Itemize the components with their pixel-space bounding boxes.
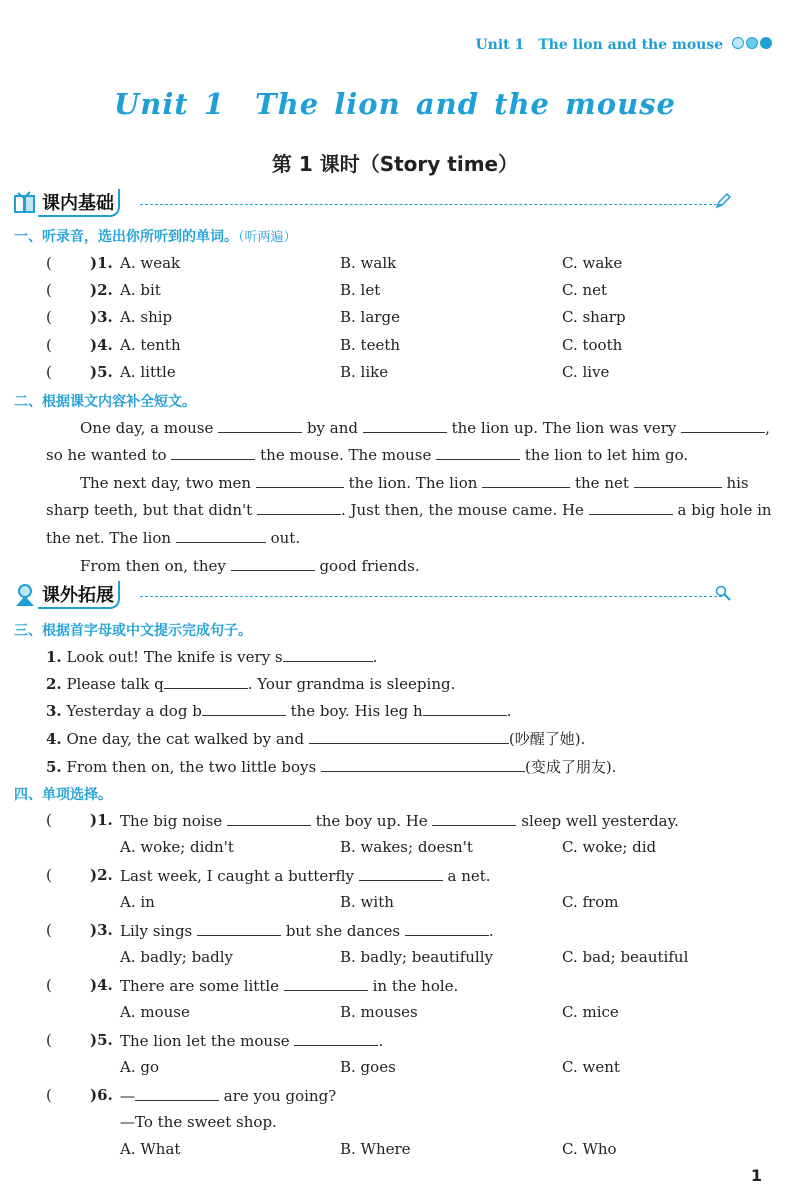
answer-paren: ( — [46, 976, 52, 994]
item-number: )2. — [90, 866, 113, 884]
item-number: )4. — [90, 976, 113, 994]
sentence-item — [46, 701, 776, 720]
item-number: )1. — [90, 254, 113, 272]
fill-blank[interactable] — [164, 674, 248, 689]
sentence-text: Please talk q — [66, 675, 164, 693]
fill-blank[interactable] — [294, 1031, 378, 1046]
options-row — [0, 1003, 790, 1025]
fill-blank[interactable] — [284, 976, 368, 991]
fill-blank[interactable] — [405, 921, 489, 936]
item-number: 5. — [46, 758, 62, 776]
list-item — [0, 281, 790, 303]
option-a: A. tenth — [120, 336, 181, 354]
option-c: C. live — [562, 363, 610, 381]
option-a: A. go — [120, 1058, 160, 1076]
question-part: The lion let the mouse — [120, 1032, 290, 1050]
question-part: sleep well yesterday. — [521, 812, 679, 830]
passage-text: the net. The lion — [46, 529, 172, 547]
option-b: B. Where — [340, 1140, 411, 1158]
option-a: A. What — [120, 1140, 181, 1158]
option-b: B. badly; beautifully — [340, 948, 493, 966]
fill-blank[interactable] — [231, 556, 315, 571]
answer-paren: ( — [46, 254, 52, 272]
item-number: 3. — [46, 702, 62, 720]
question-part: The big noise — [120, 812, 223, 830]
question-part: — — [120, 1087, 135, 1105]
item-number: 2. — [46, 675, 62, 693]
fill-blank[interactable] — [197, 921, 281, 936]
banner-in-class-label: 课内基础 — [38, 189, 120, 217]
options-row — [0, 893, 790, 915]
sentence-text: From then on, the two little boys — [66, 758, 317, 776]
fill-blank[interactable] — [257, 500, 341, 515]
option-a: A. in — [120, 893, 155, 911]
passage-text: One day, a mouse — [80, 419, 214, 437]
fill-blank[interactable] — [359, 866, 443, 881]
option-a: A. ship — [120, 308, 173, 326]
list-item — [0, 254, 790, 276]
sentence-text: One day, the cat walked by and — [66, 730, 305, 748]
item-number: 4. — [46, 730, 62, 748]
question-part: but she dances — [285, 922, 401, 940]
fill-blank[interactable] — [309, 729, 509, 744]
passage-text: so he wanted to — [46, 446, 167, 464]
option-a: A. woke; didn't — [120, 838, 234, 856]
section2-heading: 二、根据课文内容补全短文。 — [14, 394, 196, 410]
option-b: B. goes — [340, 1058, 396, 1076]
fill-blank[interactable] — [171, 445, 255, 460]
question-part: Last week, I caught a butterfly — [120, 867, 354, 885]
question-part: a net. — [447, 867, 491, 885]
option-c: C. sharp — [562, 308, 626, 326]
passage-line — [46, 500, 776, 519]
answer-paren: ( — [46, 811, 52, 829]
sentence-text: . — [372, 648, 378, 666]
item-number: )2. — [90, 281, 113, 299]
fill-blank[interactable] — [432, 811, 516, 826]
answer-paren: ( — [46, 1086, 52, 1104]
option-b: B. large — [340, 308, 400, 326]
option-a: A. bit — [120, 281, 161, 299]
fill-blank[interactable] — [135, 1086, 219, 1101]
item-number: 1. — [46, 648, 62, 666]
answer-paren: ( — [46, 308, 52, 326]
option-a: A. badly; badly — [120, 948, 234, 966]
fill-blank[interactable] — [227, 811, 311, 826]
fill-blank[interactable] — [634, 473, 722, 488]
options-row — [0, 1140, 790, 1162]
passage-text: good friends. — [319, 557, 420, 575]
pencil-icon — [714, 192, 732, 210]
passage-text: the lion up. The lion was very — [451, 419, 677, 437]
question-part: are you going? — [223, 1087, 337, 1105]
fill-blank[interactable] — [256, 473, 344, 488]
answer-paren: ( — [46, 921, 52, 939]
option-c: C. woke; did — [562, 838, 657, 856]
question-part: . — [378, 1032, 384, 1050]
option-c: C. wake — [562, 254, 623, 272]
question-part: There are some little — [120, 977, 280, 995]
explorer-icon — [12, 582, 38, 608]
option-a: A. weak — [120, 254, 181, 272]
dialogue-reply: —To the sweet shop. — [120, 1113, 277, 1131]
fill-blank[interactable] — [176, 528, 266, 543]
fill-blank[interactable] — [681, 418, 765, 433]
header-dots-icon — [730, 37, 772, 53]
option-b: B. teeth — [340, 336, 401, 354]
running-header-text: Unit 1 The lion and the mouse — [475, 37, 724, 53]
fill-blank[interactable] — [436, 445, 520, 460]
option-c: C. from — [562, 893, 619, 911]
question-item — [0, 921, 790, 943]
passage-text: the mouse. The mouse — [260, 446, 432, 464]
item-number: )4. — [90, 336, 113, 354]
banner-extension-label: 课外拓展 — [38, 581, 120, 609]
sentence-item — [46, 647, 776, 666]
option-b: B. like — [340, 363, 389, 381]
answer-paren: ( — [46, 866, 52, 884]
item-number: )3. — [90, 921, 113, 939]
sentence-text: Look out! The knife is very s — [66, 648, 283, 666]
running-header — [475, 34, 772, 54]
answer-paren: ( — [46, 1031, 52, 1049]
passage-text: the lion. The lion — [348, 474, 478, 492]
question-part: in the hole. — [372, 977, 459, 995]
question-text — [120, 811, 679, 830]
question-text — [120, 1031, 383, 1050]
book-icon — [12, 190, 38, 216]
answer-paren: ( — [46, 363, 52, 381]
options-row — [0, 1058, 790, 1080]
sentence-item — [46, 756, 776, 777]
question-text — [120, 1086, 336, 1105]
options-row — [0, 838, 790, 860]
section3-heading: 三、根据首字母或中文提示完成句子。 — [14, 623, 252, 639]
section1-note: （听两遍） — [238, 230, 297, 245]
question-part: the boy up. He — [315, 812, 428, 830]
passage-line — [46, 445, 776, 464]
fill-blank[interactable] — [321, 757, 525, 772]
list-item — [0, 308, 790, 330]
passage-text: his — [726, 474, 749, 492]
list-item — [0, 363, 790, 385]
options-row — [0, 948, 790, 970]
sentence-item — [46, 728, 776, 749]
sentence-text: Yesterday a dog b — [66, 702, 202, 720]
option-b: B. wakes; doesn't — [340, 838, 473, 856]
page-number: 1 — [750, 1166, 762, 1185]
fill-blank[interactable] — [363, 418, 447, 433]
sentence-text: (变成了朋友). — [524, 758, 617, 776]
section1-heading — [14, 226, 297, 246]
item-number: )3. — [90, 308, 113, 326]
sentence-text: (吵醒了她). — [508, 730, 586, 748]
passage-text: sharp teeth, but that didn't — [46, 501, 253, 519]
option-a: A. mouse — [120, 1003, 190, 1021]
sentence-text: . — [506, 702, 512, 720]
answer-paren: ( — [46, 336, 52, 354]
sentence-text: . Your grandma is sleeping. — [247, 675, 456, 693]
option-a: A. little — [120, 363, 176, 381]
passage-text: the net — [574, 474, 629, 492]
sentence-text: the boy. His leg h — [290, 702, 423, 720]
question-item — [0, 866, 790, 888]
passage-line — [46, 418, 776, 437]
option-b: B. mouses — [340, 1003, 418, 1021]
passage-line — [46, 528, 776, 547]
passage-text: by and — [306, 419, 358, 437]
passage-text: out. — [270, 529, 301, 547]
section1-heading-text: 一、听录音，选出你所听到的单词。 — [14, 229, 238, 245]
passage-text: From then on, they — [80, 557, 226, 575]
question-text — [120, 976, 458, 995]
banner-extension — [12, 580, 790, 610]
passage-text: , — [765, 419, 770, 437]
answer-paren: ( — [46, 281, 52, 299]
unit-title: Unit 1 The lion and the mouse — [114, 87, 676, 121]
passage-text: The next day, two men — [80, 474, 252, 492]
item-number: )5. — [90, 363, 113, 381]
passage-line — [46, 473, 776, 492]
magnifier-icon — [714, 584, 732, 602]
fill-blank[interactable] — [482, 473, 570, 488]
question-item — [0, 1031, 790, 1053]
passage-text: a big hole in — [677, 501, 772, 519]
question-part: Lily sings — [120, 922, 193, 940]
question-part: . — [488, 922, 494, 940]
option-c: C. went — [562, 1058, 620, 1076]
item-number: )5. — [90, 1031, 113, 1049]
section4-heading: 四、单项选择。 — [14, 787, 112, 803]
option-c: C. Who — [562, 1140, 617, 1158]
fill-blank[interactable] — [423, 701, 507, 716]
sentence-item — [46, 674, 776, 693]
item-number: )1. — [90, 811, 113, 829]
banner-in-class — [12, 188, 790, 218]
fill-blank[interactable] — [218, 418, 302, 433]
fill-blank[interactable] — [283, 647, 373, 662]
question-item — [0, 811, 790, 833]
option-c: C. net — [562, 281, 608, 299]
option-c: C. bad; beautiful — [562, 948, 689, 966]
lesson-title: 第 1 课时（Story time） — [271, 152, 519, 176]
list-item — [0, 336, 790, 358]
question-text — [120, 921, 494, 940]
banner-divider — [140, 204, 722, 205]
question-text — [120, 866, 491, 885]
option-c: C. tooth — [562, 336, 623, 354]
option-b: B. with — [340, 893, 394, 911]
banner-divider — [140, 596, 722, 597]
option-b: B. walk — [340, 254, 397, 272]
passage-text: . Just then, the mouse came. He — [340, 501, 584, 519]
fill-blank[interactable] — [202, 701, 286, 716]
question-item — [0, 1086, 790, 1108]
question-item — [0, 976, 790, 998]
fill-blank[interactable] — [589, 500, 673, 515]
passage-text: the lion to let him go. — [524, 446, 689, 464]
item-number: )6. — [90, 1086, 113, 1104]
option-c: C. mice — [562, 1003, 619, 1021]
passage-line — [46, 556, 776, 575]
option-b: B. let — [340, 281, 381, 299]
